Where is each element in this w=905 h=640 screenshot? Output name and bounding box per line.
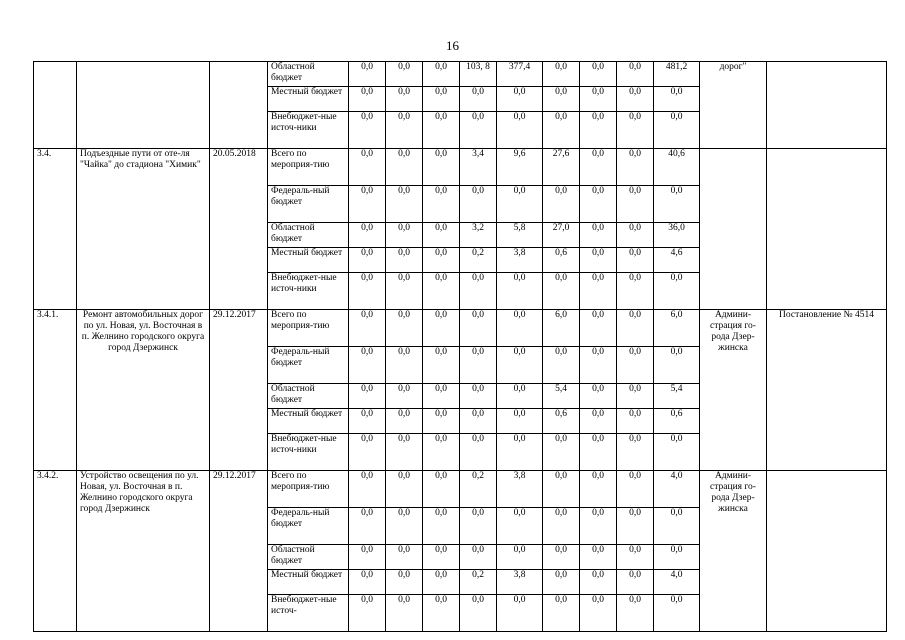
amount-cell: 0,0 — [580, 595, 617, 632]
amount-cell: 3,8 — [497, 471, 543, 508]
executor: Админи-страция го-рода Дзер-жинска — [700, 310, 767, 471]
table-row — [34, 310, 887, 347]
amount-cell: 0,0 — [349, 149, 386, 186]
amount-cell: 0,0 — [423, 248, 460, 273]
amount-cell: 0,0 — [543, 508, 580, 545]
item-number — [34, 62, 77, 149]
amount-cell: 0,0 — [386, 62, 423, 87]
amount-cell: 0,0 — [460, 310, 497, 347]
amount-cell: 0,0 — [349, 595, 386, 632]
amount-cell: 0,0 — [543, 112, 580, 149]
amount-cell: 0,0 — [423, 62, 460, 87]
amount-cell: 0,0 — [386, 347, 423, 384]
amount-cell: 0,0 — [580, 310, 617, 347]
amount-cell: 0,0 — [460, 347, 497, 384]
amount-cell: 0,0 — [349, 186, 386, 223]
amount-cell: 0,0 — [580, 384, 617, 409]
amount-cell: 0,0 — [460, 595, 497, 632]
amount-cell: 0,0 — [580, 273, 617, 310]
amount-cell: 0,0 — [497, 508, 543, 545]
funding-source: Федераль-ный бюджет — [268, 508, 349, 545]
amount-cell: 0,0 — [617, 112, 654, 149]
amount-cell: 0,0 — [617, 310, 654, 347]
amount-cell: 0,2 — [460, 248, 497, 273]
amount-cell: 0,0 — [543, 570, 580, 595]
funding-source: Федераль-ный бюджет — [268, 186, 349, 223]
amount-cell: 0,0 — [349, 223, 386, 248]
funding-source: Всего по мероприя-тию — [268, 471, 349, 508]
amount-cell: 0,0 — [580, 471, 617, 508]
amount-cell: 0,0 — [543, 471, 580, 508]
amount-cell: 0,0 — [386, 434, 423, 471]
amount-cell: 0,0 — [543, 545, 580, 570]
amount-cell: 0,0 — [580, 62, 617, 87]
amount-cell: 0,0 — [580, 87, 617, 112]
amount-cell: 0,0 — [423, 186, 460, 223]
item-date: 29.12.2017 — [210, 310, 268, 471]
executor: дорог" — [700, 62, 767, 149]
amount-cell: 0,0 — [654, 434, 700, 471]
amount-cell: 0,0 — [654, 595, 700, 632]
amount-cell: 0,0 — [497, 384, 543, 409]
amount-cell: 0,0 — [386, 508, 423, 545]
amount-cell: 0,0 — [423, 149, 460, 186]
amount-cell: 0,0 — [617, 186, 654, 223]
amount-cell: 0,0 — [617, 434, 654, 471]
amount-cell: 0,0 — [349, 310, 386, 347]
funding-source: Местный бюджет — [268, 409, 349, 434]
amount-cell: 103, 8 — [460, 62, 497, 87]
amount-cell: 0,6 — [543, 409, 580, 434]
amount-cell: 0,0 — [386, 384, 423, 409]
amount-cell: 0,0 — [386, 112, 423, 149]
amount-cell: 0,0 — [580, 223, 617, 248]
amount-cell: 27,6 — [543, 149, 580, 186]
amount-cell: 0,0 — [543, 595, 580, 632]
amount-cell: 0,0 — [423, 347, 460, 384]
amount-cell: 0,0 — [386, 149, 423, 186]
amount-cell: 377,4 — [497, 62, 543, 87]
amount-cell: 0,0 — [386, 570, 423, 595]
amount-cell: 0,0 — [654, 545, 700, 570]
amount-cell: 0,0 — [423, 570, 460, 595]
amount-cell: 0,0 — [386, 186, 423, 223]
item-name — [77, 62, 210, 149]
amount-cell: 0,0 — [386, 310, 423, 347]
executor — [700, 149, 767, 310]
amount-cell: 0,0 — [654, 347, 700, 384]
amount-cell: 0,0 — [580, 508, 617, 545]
amount-cell: 0,0 — [386, 87, 423, 112]
item-date: 20.05.2018 — [210, 149, 268, 310]
amount-cell: 0,0 — [617, 62, 654, 87]
amount-cell: 0,0 — [423, 434, 460, 471]
amount-cell: 0,0 — [617, 570, 654, 595]
page-number: 16 — [446, 38, 459, 53]
amount-cell: 0,0 — [497, 273, 543, 310]
amount-cell: 0,0 — [349, 273, 386, 310]
amount-cell: 0,0 — [497, 186, 543, 223]
amount-cell: 0,0 — [423, 87, 460, 112]
item-date — [210, 62, 268, 149]
funding-source: Областной бюджет — [268, 62, 349, 87]
amount-cell: 0,0 — [349, 409, 386, 434]
amount-cell: 0,0 — [460, 384, 497, 409]
amount-cell: 0,0 — [580, 570, 617, 595]
legal-doc — [767, 149, 887, 310]
item-number: 3.4. — [34, 149, 77, 310]
amount-cell: 4,6 — [654, 248, 700, 273]
amount-cell: 0,0 — [497, 310, 543, 347]
amount-cell: 0,0 — [580, 149, 617, 186]
amount-cell: 0,0 — [460, 273, 497, 310]
amount-cell: 0,0 — [423, 508, 460, 545]
amount-cell: 0,0 — [497, 595, 543, 632]
funding-source: Всего по мероприя-тию — [268, 149, 349, 186]
amount-cell: 0,0 — [460, 508, 497, 545]
table-row — [34, 62, 887, 87]
amount-cell: 0,0 — [423, 223, 460, 248]
amount-cell: 0,0 — [497, 347, 543, 384]
amount-cell: 0,0 — [423, 595, 460, 632]
amount-cell: 0,0 — [349, 434, 386, 471]
funding-source: Федераль-ный бюджет — [268, 347, 349, 384]
amount-cell: 0,0 — [349, 112, 386, 149]
funding-source: Местный бюджет — [268, 248, 349, 273]
item-name: Устройство освещения по ул. Новая, ул. Восточная в п. Желнино городского округа город Дзержинск — [77, 471, 210, 632]
item-name: Ремонт автомобильных дорог по ул. Новая, ул. Восточная в п. Желнино городского округа город Дзержинск — [77, 310, 210, 471]
item-number: 3.4.1. — [34, 310, 77, 471]
amount-cell: 481,2 — [654, 62, 700, 87]
amount-cell: 0,0 — [423, 545, 460, 570]
legal-doc: Постановление № 4514 — [767, 310, 887, 471]
amount-cell: 9,6 — [497, 149, 543, 186]
amount-cell: 0,0 — [654, 273, 700, 310]
amount-cell: 0,0 — [423, 471, 460, 508]
legal-doc — [767, 62, 887, 149]
amount-cell: 0,0 — [580, 248, 617, 273]
amount-cell: 0,0 — [543, 62, 580, 87]
amount-cell: 0,0 — [349, 347, 386, 384]
amount-cell: 4,0 — [654, 471, 700, 508]
item-number: 3.4.2. — [34, 471, 77, 632]
amount-cell: 0,0 — [386, 223, 423, 248]
amount-cell: 0,0 — [617, 87, 654, 112]
amount-cell: 0,0 — [617, 508, 654, 545]
amount-cell: 0,0 — [460, 409, 497, 434]
amount-cell: 0,0 — [349, 62, 386, 87]
budget-table — [33, 61, 887, 632]
item-date: 29.12.2017 — [210, 471, 268, 632]
amount-cell: 0,0 — [543, 273, 580, 310]
amount-cell: 0,0 — [617, 471, 654, 508]
amount-cell: 0,0 — [580, 434, 617, 471]
amount-cell: 0,0 — [617, 545, 654, 570]
amount-cell: 0,0 — [543, 347, 580, 384]
amount-cell: 0,0 — [386, 471, 423, 508]
funding-source: Внебюджет-ные источ-ники — [268, 112, 349, 149]
amount-cell: 0,0 — [386, 409, 423, 434]
amount-cell: 0,0 — [386, 273, 423, 310]
amount-cell: 5,4 — [654, 384, 700, 409]
amount-cell: 0,0 — [617, 595, 654, 632]
amount-cell: 0,0 — [386, 545, 423, 570]
funding-source: Внебюджет-ные источ-ники — [268, 273, 349, 310]
amount-cell: 0,0 — [617, 409, 654, 434]
amount-cell: 0,0 — [617, 149, 654, 186]
amount-cell: 0,0 — [349, 87, 386, 112]
amount-cell: 0,6 — [654, 409, 700, 434]
amount-cell: 0,0 — [497, 545, 543, 570]
amount-cell: 0,0 — [654, 508, 700, 545]
amount-cell: 0,0 — [423, 273, 460, 310]
legal-doc — [767, 471, 887, 632]
funding-source: Внебюджет-ные источ-ники — [268, 434, 349, 471]
funding-source: Местный бюджет — [268, 87, 349, 112]
amount-cell: 0,0 — [654, 87, 700, 112]
amount-cell: 0,0 — [654, 112, 700, 149]
amount-cell: 0,0 — [349, 384, 386, 409]
amount-cell: 0,0 — [580, 112, 617, 149]
amount-cell: 0,0 — [386, 248, 423, 273]
amount-cell: 0,0 — [349, 248, 386, 273]
amount-cell: 0,0 — [543, 87, 580, 112]
amount-cell: 0,0 — [580, 186, 617, 223]
funding-source: Областной бюджет — [268, 384, 349, 409]
amount-cell: 0,0 — [543, 434, 580, 471]
amount-cell: 4,0 — [654, 570, 700, 595]
amount-cell: 0,0 — [497, 112, 543, 149]
amount-cell: 0,0 — [349, 508, 386, 545]
amount-cell: 0,0 — [423, 112, 460, 149]
amount-cell: 0,0 — [617, 248, 654, 273]
table-row — [34, 471, 887, 508]
amount-cell: 0,0 — [580, 347, 617, 384]
amount-cell: 0,0 — [460, 434, 497, 471]
amount-cell: 0,0 — [460, 186, 497, 223]
amount-cell: 0,2 — [460, 471, 497, 508]
amount-cell: 0,0 — [386, 595, 423, 632]
amount-cell: 0,0 — [580, 409, 617, 434]
amount-cell: 0,0 — [617, 273, 654, 310]
amount-cell: 0,0 — [423, 310, 460, 347]
amount-cell: 3,2 — [460, 223, 497, 248]
amount-cell: 0,0 — [349, 570, 386, 595]
amount-cell: 0,0 — [423, 384, 460, 409]
funding-source: Областной бюджет — [268, 223, 349, 248]
amount-cell: 5,4 — [543, 384, 580, 409]
amount-cell: 0,0 — [543, 186, 580, 223]
amount-cell: 36,0 — [654, 223, 700, 248]
amount-cell: 6,0 — [654, 310, 700, 347]
item-name: Подъездные пути от оте-ля "Чайка" до стадиона "Химик" — [77, 149, 210, 310]
amount-cell: 0,2 — [460, 570, 497, 595]
amount-cell: 40,6 — [654, 149, 700, 186]
amount-cell: 0,0 — [654, 186, 700, 223]
amount-cell: 3,4 — [460, 149, 497, 186]
amount-cell: 0,0 — [617, 384, 654, 409]
executor: Админи-страция го-рода Дзер-жинска — [700, 471, 767, 632]
funding-source: Внебюджет-ные источ- — [268, 595, 349, 632]
amount-cell: 0,0 — [460, 87, 497, 112]
amount-cell: 0,0 — [580, 545, 617, 570]
amount-cell: 0,0 — [497, 409, 543, 434]
amount-cell: 0,0 — [423, 409, 460, 434]
amount-cell: 0,0 — [349, 545, 386, 570]
funding-source: Местный бюджет — [268, 570, 349, 595]
amount-cell: 27,0 — [543, 223, 580, 248]
amount-cell: 0,0 — [460, 545, 497, 570]
amount-cell: 3,8 — [497, 248, 543, 273]
amount-cell: 5,8 — [497, 223, 543, 248]
funding-source: Всего по мероприя-тию — [268, 310, 349, 347]
amount-cell: 0,0 — [460, 112, 497, 149]
amount-cell: 0,6 — [543, 248, 580, 273]
amount-cell: 0,0 — [617, 347, 654, 384]
funding-source: Областной бюджет — [268, 545, 349, 570]
amount-cell: 0,0 — [497, 434, 543, 471]
amount-cell: 0,0 — [497, 87, 543, 112]
amount-cell: 0,0 — [349, 471, 386, 508]
table-row — [34, 149, 887, 186]
amount-cell: 0,0 — [617, 223, 654, 248]
amount-cell: 3,8 — [497, 570, 543, 595]
amount-cell: 6,0 — [543, 310, 580, 347]
